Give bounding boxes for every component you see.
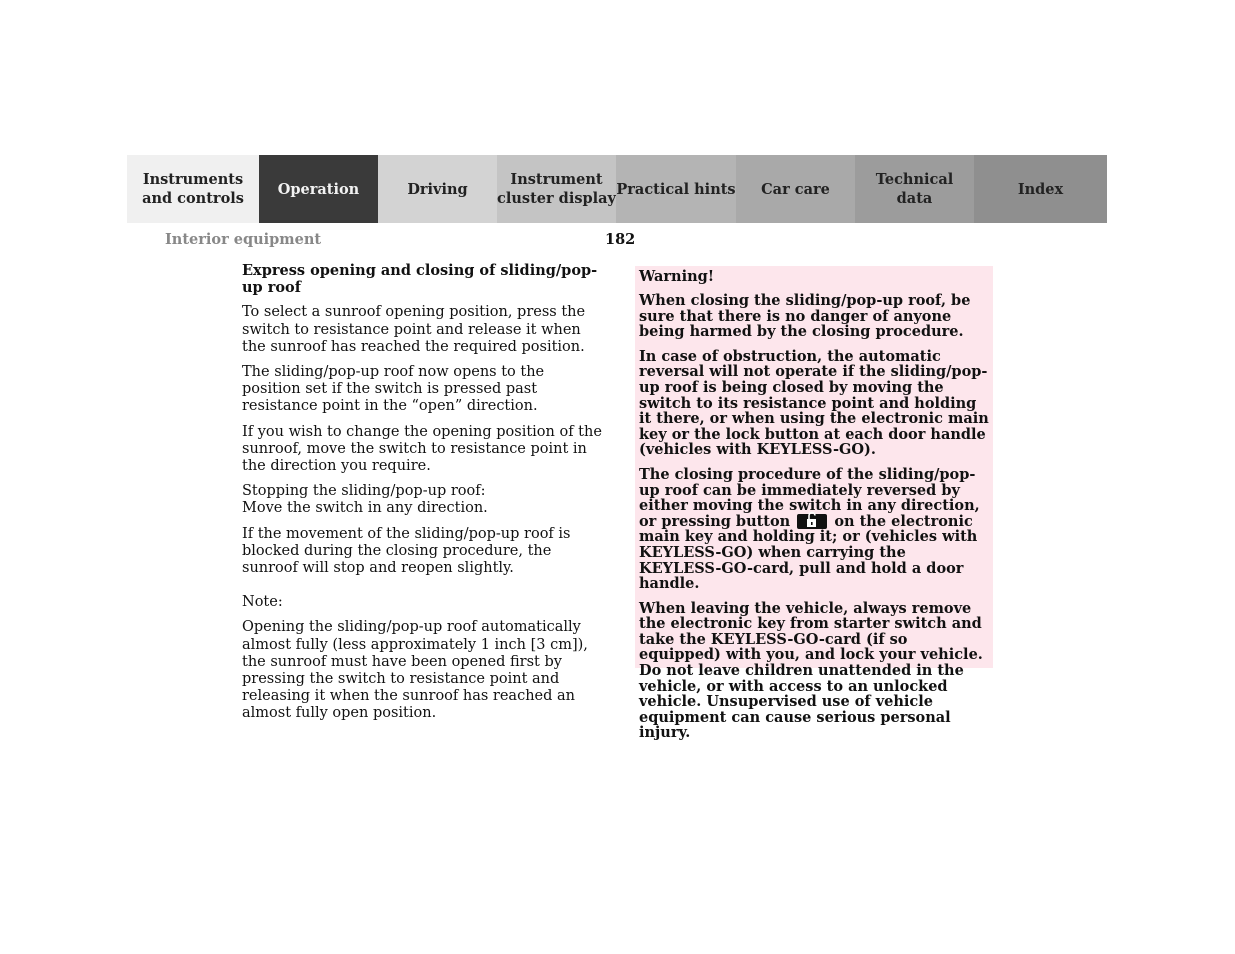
section-heading: Express opening and closing of sliding/pop-up roof <box>242 262 598 297</box>
tab-label: and controls <box>142 190 244 207</box>
tab-label: Operation <box>277 180 360 198</box>
unlock-button-icon <box>797 514 827 529</box>
note-text: Opening the sliding/pop-up roof automatically almost fully (less approximately 1 inch [3 cm]), the sunroof must have been opened first by pressing the switch to resistance point and releasing it when the sunroof has reached an almost fully open position. <box>242 619 588 722</box>
section-title: Interior equipment <box>165 231 322 248</box>
main-text-column <box>242 262 602 731</box>
warning-paragraph-2: In case of obstruction, the automatic reversal will not operate if the sliding/pop-up roof is being closed by moving the switch to its resistance point and holding it there, or when using the electronic main key or the lock button at each door handle (vehicles with KEYLESS-GO). <box>639 347 989 459</box>
paragraph-stopping <box>242 483 602 517</box>
tab-label: Technical <box>875 171 954 188</box>
warning-paragraph-3 <box>639 467 989 592</box>
tab-car-care[interactable] <box>736 155 855 223</box>
tab-label: Instrument <box>510 171 603 188</box>
stopping-line-1: Stopping the sliding/pop-up roof: <box>242 483 486 500</box>
note-label: Note: <box>242 594 283 611</box>
stopping-line-2: Move the switch in any direction. <box>242 500 488 517</box>
tab-driving[interactable] <box>378 155 497 223</box>
page-number: 182 <box>605 231 636 248</box>
paragraph-open-position: The sliding/pop-up roof now opens to the position set if the switch is pressed past resistance point in the “open” direction. <box>242 364 545 415</box>
tab-technical-data[interactable] <box>855 155 974 223</box>
tab-label: Practical hints <box>616 180 736 198</box>
paragraph-select-position: To select a sunroof opening position, press the switch to resistance point and release it when the sunroof has reached the required position. <box>242 304 586 355</box>
warning-box <box>635 266 993 742</box>
tab-label: Car care <box>761 180 830 198</box>
tab-label: cluster display <box>497 190 616 207</box>
warning-paragraph-4: When leaving the vehicle, always remove the electronic key from starter switch and take the KEYLESS-GO-card (if so equipped) with you, and lock your vehicle. Do not leave children unattended in the vehicle, or with access to an unlocked vehicle. Unsupervised use of vehicle equipment can cause serious personal injury. <box>639 599 983 742</box>
tab-instrument-cluster-display[interactable] <box>497 155 616 223</box>
tab-index[interactable] <box>974 155 1107 223</box>
tab-label: Instruments <box>142 171 244 188</box>
tab-operation[interactable] <box>259 155 378 223</box>
paragraph-change-position: If you wish to change the opening position of the sunroof, move the switch to resistance point in the direction you require. <box>242 423 602 475</box>
paragraph-blocked: If the movement of the sliding/pop-up roof is blocked during the closing procedure, the sunroof will stop and reopen slightly. <box>242 525 571 577</box>
tab-label: Index <box>1017 180 1064 198</box>
tab-label: data <box>896 190 933 207</box>
tab-label: Driving <box>407 180 468 198</box>
warning-paragraph-3-end: on the electronic main key and holding it; or (vehicles with KEYLESS-GO) when carrying the KEYLESS-GO-card, pull and hold a door handle. <box>639 512 978 593</box>
warning-paragraph-3-start: The closing procedure of the sliding/pop-up roof can be immediately reversed by either moving the switch in any direction, or pressing button <box>639 465 980 530</box>
warning-paragraph-1: When closing the sliding/pop-up roof, be sure that there is no danger of anyone being harmed by the closing procedure. <box>639 292 971 341</box>
warning-title: Warning! <box>639 268 715 285</box>
tab-practical-hints[interactable] <box>616 155 736 223</box>
tab-instruments-and-controls[interactable] <box>127 155 259 223</box>
section-tabs <box>127 155 1107 223</box>
